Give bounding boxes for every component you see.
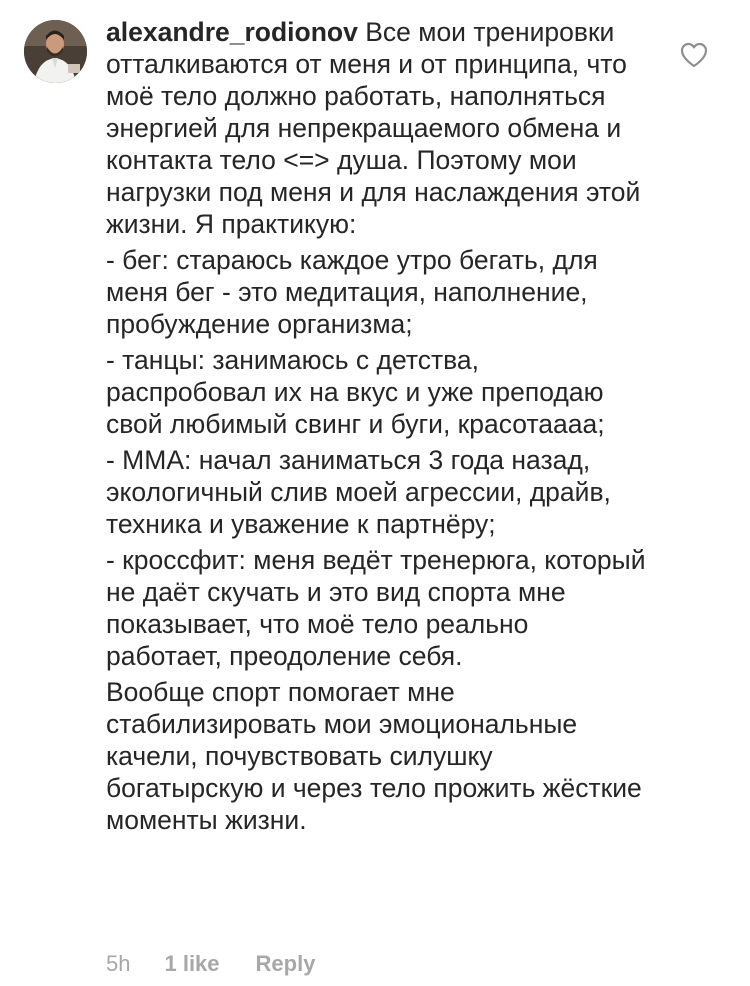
comment-item-dancing: - танцы: занимаюсь с детства, распробовал их на вкус и уже преподаю свой любимый свинг и буги, красотаааа;	[106, 345, 605, 439]
comment-like-count[interactable]: 1 like	[164, 951, 220, 976]
comment-meta	[106, 948, 315, 980]
comment-intro: Все мои тренировки отталкиваются от меня и от принципа, что моё тело должно работать, наполняться энергией для непрекращаемого обмена и контакта тело <=> душа. Поэтому мои нагрузки под меня и для наслаждения этой жизни. Я практикую:	[106, 17, 641, 239]
comment-username[interactable]: alexandre_rodionov	[106, 17, 358, 47]
comment-item-mma: - ММА: начал заниматься 3 года назад, экологичный слив моей агрессии, драйв, техника и уважение к партнёру;	[106, 445, 611, 539]
comment-body	[106, 16, 646, 836]
heart-outline-icon[interactable]	[680, 42, 708, 68]
avatar[interactable]	[24, 20, 87, 83]
comment-text	[106, 16, 646, 836]
comment-timestamp: 5h	[106, 951, 131, 976]
comment-item-crossfit: - кроссфит: меня ведёт тренерюга, который не даёт скучать и это вид спорта мне показывает, что моё тело реально работает, преодоление себя.	[106, 545, 646, 671]
comment-outro: Вообще спорт помогает мне стабилизировать мои эмоциональные качели, почувствовать силушку богатырскую и через тело прожить жёсткие моменты жизни.	[106, 677, 642, 835]
comment-item-running: - бег: стараюсь каждое утро бегать, для меня бег - это медитация, наполнение, пробуждение организма;	[106, 245, 598, 339]
reply-button[interactable]: Reply	[255, 951, 316, 976]
